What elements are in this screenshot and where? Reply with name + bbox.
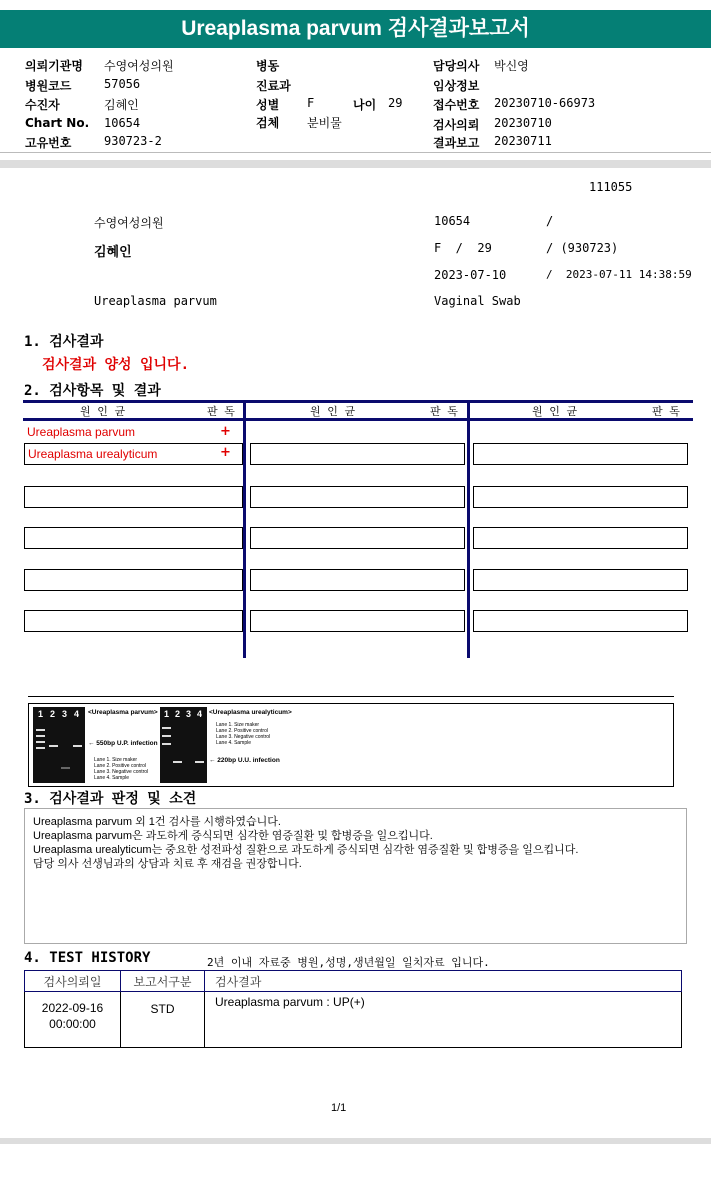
- sample-name: 김혜인: [94, 245, 132, 260]
- gel-band: [36, 741, 45, 743]
- gel-band: [162, 743, 171, 745]
- divider-band: [0, 160, 711, 168]
- result-row-empty: [473, 610, 688, 632]
- chart-label: Chart No.: [25, 116, 90, 130]
- reported-value: 20230711: [494, 134, 552, 148]
- sample-birth: / (930723): [546, 241, 619, 255]
- result-row-empty: [473, 527, 688, 549]
- sample-chart: 10654: [434, 214, 471, 228]
- lane-label: 2: [175, 709, 181, 719]
- opinion-line: 담당 의사 선생님과의 상담과 치료 후 재검을 권장합니다.: [33, 858, 302, 870]
- gel-band: [36, 747, 45, 749]
- section2-title: 2. 검사항목 및 결과: [24, 383, 161, 399]
- result-row-empty: [473, 443, 688, 465]
- result-row-empty: [24, 486, 243, 508]
- chart-value: 10654: [104, 116, 141, 130]
- patient-label: 수진자: [25, 98, 60, 112]
- opinion-line: Ureaplasma urealyticum는 중요한 성전파성 질환으로 과도하게 증식되면 심각한 염증질환 및 합병증을 일으킵니다.: [33, 844, 579, 856]
- sample-code: 111055: [589, 180, 633, 194]
- legend-line: Lane 3. Negative control: [94, 769, 149, 775]
- specimen-value: 분비물: [307, 116, 342, 130]
- sex-label: 성별: [256, 98, 280, 112]
- judge-value: +: [220, 445, 231, 460]
- section1-result: 검사결과 양성 입니다.: [42, 357, 190, 373]
- ward-label: 병동: [256, 59, 280, 73]
- lane-label: 2: [50, 709, 56, 719]
- code-value: 57056: [104, 77, 141, 91]
- history-header: 검사결과: [205, 971, 682, 992]
- pathogen-name: Ureaplasma parvum: [27, 425, 136, 439]
- gel-title-up: <Ureaplasma parvum>: [88, 709, 158, 716]
- sample-slash: /: [546, 214, 554, 228]
- history-result: Ureaplasma parvum : UP(+): [205, 992, 682, 1048]
- legend-line: Lane 2. Positive control: [216, 728, 268, 734]
- result-row-empty: [473, 569, 688, 591]
- result-row-empty: [250, 569, 465, 591]
- column-divider: [467, 400, 470, 658]
- result-row-empty: [24, 527, 243, 549]
- col-pathogen-header: 원 인 균: [310, 405, 356, 418]
- history-type: STD: [121, 992, 205, 1048]
- lane-label: 4: [197, 709, 203, 719]
- doctor-label: 담당의사: [433, 59, 480, 73]
- legend-line: Lane 4. Sample: [216, 740, 252, 746]
- sample-sex-age: F / 29: [434, 241, 492, 255]
- section4-note: 2년 이내 자료중 병원,성명,생년월일 일치자료 입니다.: [207, 956, 490, 969]
- gel-band: [162, 727, 171, 729]
- gel-band: [36, 735, 45, 737]
- sample-specimen: Vaginal Swab: [434, 294, 521, 308]
- gel-panel: [28, 703, 674, 787]
- age-value: 29: [388, 96, 403, 110]
- history-row: [25, 992, 682, 1048]
- section1-title: 1. 검사결과: [24, 334, 104, 350]
- gel-marker-uu: ← 220bp U.U. infection: [209, 757, 280, 764]
- legend-line: Lane 3. Negative control: [216, 734, 271, 740]
- uid-label: 고유번호: [25, 136, 72, 150]
- result-row-empty: [24, 569, 243, 591]
- col-judge-header: 판 독: [207, 405, 235, 418]
- hospital-label: 의뢰기관명: [25, 59, 83, 73]
- accession-value: 20230710-66973: [494, 96, 596, 110]
- gel-band: [162, 735, 171, 737]
- col-judge-header: 판 독: [652, 405, 680, 418]
- uid-value: 930723-2: [104, 134, 162, 148]
- lane-label: 3: [62, 709, 68, 719]
- history-time: 00:00:00: [49, 1017, 96, 1031]
- gel-band: [61, 767, 70, 769]
- legend-line: Lane 1. Size maker: [216, 722, 260, 728]
- page-bottom-band: [0, 1138, 711, 1144]
- lane-label: 3: [186, 709, 192, 719]
- gel-band: [73, 745, 82, 747]
- opinion-line: Ureaplasma parvum 외 1건 검사를 시행하였습니다.: [33, 816, 281, 828]
- requested-value: 20230710: [494, 116, 552, 130]
- col-pathogen-header: 원 인 균: [80, 405, 126, 418]
- hospital-value: 수영여성의원: [104, 59, 174, 73]
- accession-label: 접수번호: [433, 98, 480, 112]
- dept-label: 진료과: [256, 79, 291, 93]
- result-row-empty: [473, 486, 688, 508]
- result-row-empty: [250, 527, 465, 549]
- report-title: Ureaplasma parvum 검사결과보고서: [0, 10, 711, 48]
- sample-report-time: / 2023-07-11 14:38:59: [546, 268, 692, 281]
- lane-label: 1: [38, 709, 44, 719]
- history-date-cell: [25, 992, 121, 1048]
- history-date: 2022-09-16: [41, 1001, 104, 1015]
- column-divider: [243, 400, 246, 658]
- result-row-empty: [250, 610, 465, 632]
- clinical-label: 임상정보: [433, 79, 480, 93]
- lane-label: 4: [74, 709, 80, 719]
- history-table: [24, 970, 682, 1048]
- gel-legend: [216, 722, 270, 746]
- gel-top-rule: [28, 696, 674, 697]
- patient-value: 김혜인: [104, 98, 139, 112]
- lane-label: 1: [164, 709, 170, 719]
- sample-hospital: 수영여성의원: [94, 216, 164, 230]
- sample-date: 2023-07-10: [434, 268, 507, 282]
- legend-line: Lane 1. Size maker: [94, 757, 138, 763]
- history-header: 검사의뢰일: [25, 971, 121, 992]
- gel-legend: [94, 757, 148, 781]
- gel-image-up: [33, 707, 85, 783]
- age-label: 나이: [353, 98, 377, 112]
- sex-value: F: [307, 96, 315, 110]
- divider: [0, 152, 711, 153]
- section4-title: 4. TEST HISTORY: [24, 950, 151, 966]
- judge-value: +: [220, 424, 231, 439]
- requested-label: 검사의뢰: [433, 118, 480, 132]
- gel-title-uu: <Ureaplasma urealyticum>: [209, 709, 292, 716]
- legend-line: Lane 2. Positive control: [94, 763, 146, 769]
- legend-line: Lane 4. Sample: [94, 775, 130, 781]
- doctor-value: 박신영: [494, 59, 529, 73]
- opinion-line: Ureaplasma parvum은 과도하게 증식되면 심각한 염증질환 및 합병증을 일으킵니다.: [33, 830, 433, 842]
- pathogen-name: Ureaplasma urealyticum: [28, 447, 158, 461]
- code-label: 병원코드: [25, 79, 72, 93]
- col-judge-header: 판 독: [430, 405, 458, 418]
- result-row-empty: [250, 443, 465, 465]
- result-row-empty: [24, 610, 243, 632]
- opinion-box: [24, 808, 687, 944]
- result-row: [24, 424, 242, 442]
- result-row: [24, 443, 243, 465]
- gel-band: [36, 729, 45, 731]
- specimen-label: 검체: [256, 116, 280, 130]
- gel-band: [173, 761, 182, 763]
- reported-label: 결과보고: [433, 136, 480, 150]
- history-header: 보고서구분: [121, 971, 205, 992]
- gel-band: [195, 761, 204, 763]
- result-row-empty: [250, 486, 465, 508]
- gel-image-uu: [160, 707, 207, 783]
- col-pathogen-header: 원 인 균: [532, 405, 578, 418]
- gel-band: [49, 745, 58, 747]
- page-number: 1/1: [331, 1102, 347, 1114]
- section3-title: 3. 검사결과 판정 및 소견: [24, 791, 197, 807]
- gel-marker-up: ← 550bp U.P. infection: [88, 740, 158, 747]
- sample-test: Ureaplasma parvum: [94, 294, 217, 308]
